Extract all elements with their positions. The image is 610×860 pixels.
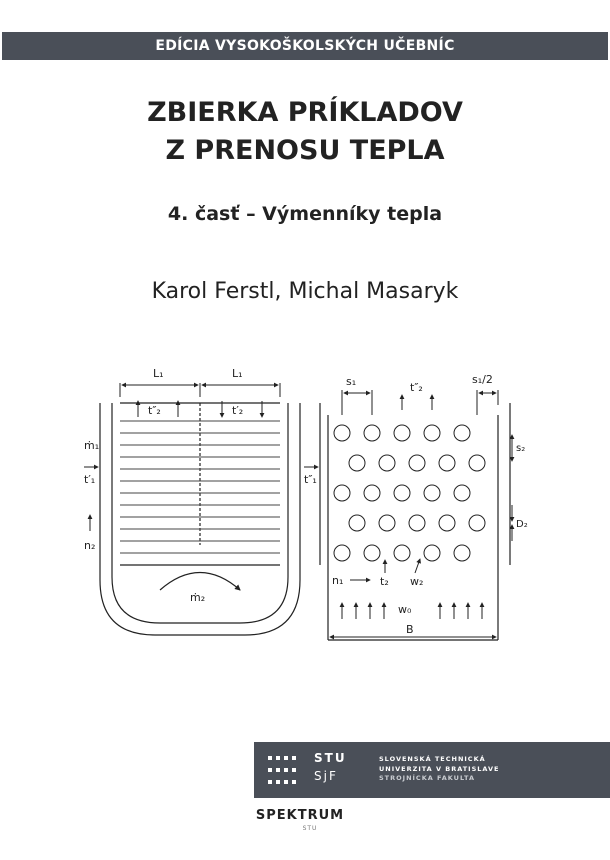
stu-dots-icon bbox=[268, 754, 308, 786]
university-line-1: SLOVENSKÁ TECHNICKÁ bbox=[379, 755, 486, 763]
label-l1-b: L₁ bbox=[232, 367, 243, 380]
label-w0: w₀ bbox=[398, 603, 412, 616]
label-b: B bbox=[406, 623, 414, 636]
tube-circles bbox=[334, 425, 485, 561]
book-subtitle: 4. časť – Výmenníky tepla bbox=[167, 203, 443, 225]
logo-stu: STU bbox=[314, 751, 347, 765]
label-t1-prime: t′₁ bbox=[84, 473, 96, 486]
label-m2: ṁ₂ bbox=[190, 591, 206, 604]
book-title-line-2: Z PRENOSU TEPLA bbox=[165, 135, 445, 166]
tube-bank-arrows bbox=[330, 390, 512, 637]
label-s2: s₂ bbox=[516, 443, 526, 454]
label-l1-a: L₁ bbox=[153, 367, 164, 380]
publisher-logo: SPEKTRUM bbox=[255, 808, 345, 823]
heat-exchanger-figure bbox=[80, 355, 530, 665]
series-text: EDÍCIA VYSOKOŠKOLSKÝCH UČEBNÍC bbox=[155, 38, 455, 54]
book-title-line-1: ZBIERKA PRÍKLADOV bbox=[147, 97, 463, 128]
book-authors: Karol Ferstl, Michal Masaryk bbox=[151, 279, 459, 304]
university-line-3: STROJNÍCKA FAKULTA bbox=[379, 774, 475, 782]
label-m1: ṁ₁ bbox=[84, 439, 100, 452]
label-n1: n₁ bbox=[332, 574, 344, 587]
university-line-2: UNIVERZITA V BRATISLAVE bbox=[379, 764, 500, 773]
label-s1: s₁ bbox=[346, 375, 357, 388]
label-d2: D₂ bbox=[516, 519, 528, 530]
university-logo-band bbox=[254, 742, 610, 798]
label-w2: w₂ bbox=[410, 575, 424, 588]
label-t2-double-prime-right: t″₂ bbox=[410, 381, 423, 394]
label-t2-prime: t′₂ bbox=[232, 404, 244, 417]
publisher-sub: STU bbox=[302, 825, 318, 832]
label-n2: n₂ bbox=[84, 539, 96, 552]
label-t2-double-prime: t″₂ bbox=[148, 404, 161, 417]
university-name bbox=[379, 755, 499, 784]
label-t1-double-prime: t″₁ bbox=[304, 473, 317, 486]
series-banner bbox=[2, 32, 608, 60]
logo-sjf: SjF bbox=[314, 769, 338, 783]
label-s1-half: s₁/2 bbox=[472, 373, 493, 386]
label-t2: t₂ bbox=[380, 575, 389, 588]
